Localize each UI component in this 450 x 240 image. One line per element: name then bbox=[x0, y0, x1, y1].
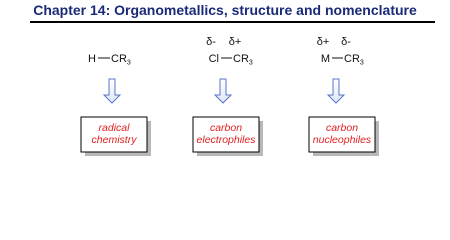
bond-subscript-2: 3 bbox=[248, 59, 253, 67]
box-3-line1: carbon bbox=[325, 122, 359, 134]
charge-right-2: δ+ bbox=[228, 36, 242, 48]
bond-group-right-2 bbox=[233, 53, 253, 67]
charge-left-2: δ- bbox=[206, 36, 216, 48]
bond-atom-left-1: H bbox=[88, 53, 96, 65]
bond-group-label-2: CR bbox=[233, 53, 249, 65]
column-2 bbox=[193, 36, 263, 156]
bond-group-right-3 bbox=[344, 53, 364, 67]
page-title: Chapter 14: Organometallics, structure and nomenclature bbox=[33, 2, 417, 18]
bond-group-label-1: CR bbox=[111, 53, 127, 65]
bond-group-right-1 bbox=[111, 53, 131, 67]
bond-group-label-3: CR bbox=[344, 53, 360, 65]
bond-atom-left-3: M bbox=[320, 53, 330, 65]
column-3 bbox=[309, 36, 379, 156]
charge-right-3: δ- bbox=[341, 36, 351, 48]
charge-left-3: δ+ bbox=[316, 36, 330, 48]
bond-subscript-3: 3 bbox=[359, 59, 364, 67]
column-1 bbox=[81, 53, 151, 156]
box-2-line1: carbon bbox=[209, 122, 243, 134]
box-2-line2: electrophiles bbox=[196, 134, 256, 146]
down-arrow-icon bbox=[328, 79, 344, 103]
down-arrow-icon bbox=[104, 79, 120, 103]
bond-atom-left-2: Cl bbox=[208, 53, 219, 65]
box-1-line2: chemistry bbox=[91, 134, 137, 146]
down-arrow-icon bbox=[215, 79, 231, 103]
box-3-line2: nucleophiles bbox=[312, 134, 372, 146]
box-1-line1: radical bbox=[98, 122, 130, 134]
bond-subscript-1: 3 bbox=[126, 59, 131, 67]
